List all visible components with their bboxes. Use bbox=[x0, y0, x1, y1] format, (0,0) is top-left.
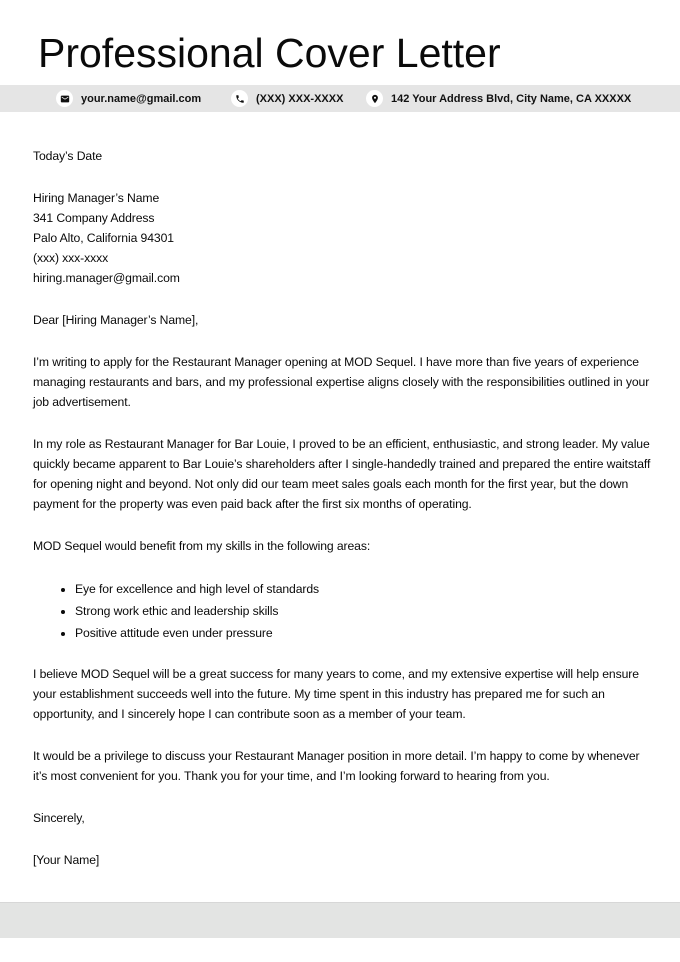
salutation: Dear [Hiring Manager’s Name], bbox=[33, 313, 199, 327]
signature: [Your Name] bbox=[33, 853, 100, 867]
page-edge-band bbox=[0, 902, 680, 938]
paragraph-intro: I’m writing to apply for the Restaurant Manager opening at MOD Sequel. I have more than five years of experience managing restaurants and bars, and my professional expertise aligns closely with the responsibilities outlined in your job advertisement. bbox=[33, 355, 650, 409]
skill-item: • Positive attitude even under pressure bbox=[75, 622, 654, 644]
contact-address-label: 142 Your Address Blvd, City Name, CA XXXXX bbox=[391, 92, 632, 105]
paragraph-experience: In my role as Restaurant Manager for Bar Louie, I proved to be an efficient, enthusiastic, and strong leader. My value quickly became apparent to Bar Louie’s shareholders after I single-handedly trained and prepared the entire waitstaff for opening night and beyond. Not only did our team meet sales goals each month for the first year, but the down payment for the property was even paid back after the first six months of operating. bbox=[33, 437, 651, 511]
recipient-block bbox=[33, 188, 654, 288]
skills-list bbox=[33, 578, 654, 644]
recipient-email: hiring.manager@gmail.com bbox=[33, 271, 180, 285]
skill-item: • Strong work ethic and leadership skills bbox=[75, 600, 654, 622]
recipient-phone: (xxx) xxx-xxxx bbox=[33, 251, 109, 265]
recipient-name: Hiring Manager’s Name bbox=[33, 191, 160, 205]
sign-off: Sincerely, bbox=[33, 811, 85, 825]
recipient-address-line-2: Palo Alto, California 94301 bbox=[33, 231, 174, 245]
skills-intro: MOD Sequel would benefit from my skills in the following areas: bbox=[33, 539, 371, 553]
contact-phone-label: (XXX) XXX-XXXX bbox=[256, 92, 344, 105]
contact-item-address bbox=[366, 85, 631, 112]
skill-item: • Eye for excellence and high level of standards bbox=[75, 578, 654, 600]
contact-bar bbox=[0, 85, 680, 112]
page-title: Professional Cover Letter bbox=[38, 30, 501, 76]
paragraph-closing: It would be a privilege to discuss your Restaurant Manager position in more detail. I’m happy to come by whenever it’s most convenient for you. Thank you for your time, and I’m looking forward to hearing from you. bbox=[33, 749, 640, 783]
contact-item-email bbox=[56, 85, 201, 112]
envelope-icon bbox=[56, 90, 73, 107]
date-line: Today’s Date bbox=[33, 149, 103, 163]
letter-body bbox=[33, 146, 654, 892]
paragraph-belief: I believe MOD Sequel will be a great success for many years to come, and my extensive expertise will help ensure your establishment succeeds well into the future. My time spent in this industry has prepared me for such an opportunity, and I sincerely hope I can contribute soon as a member of your team. bbox=[33, 667, 639, 721]
contact-email-label: your.name@gmail.com bbox=[81, 92, 202, 105]
location-pin-icon bbox=[366, 90, 383, 107]
recipient-address-line-1: 341 Company Address bbox=[33, 211, 155, 225]
phone-icon bbox=[231, 90, 248, 107]
contact-item-phone bbox=[231, 85, 343, 112]
